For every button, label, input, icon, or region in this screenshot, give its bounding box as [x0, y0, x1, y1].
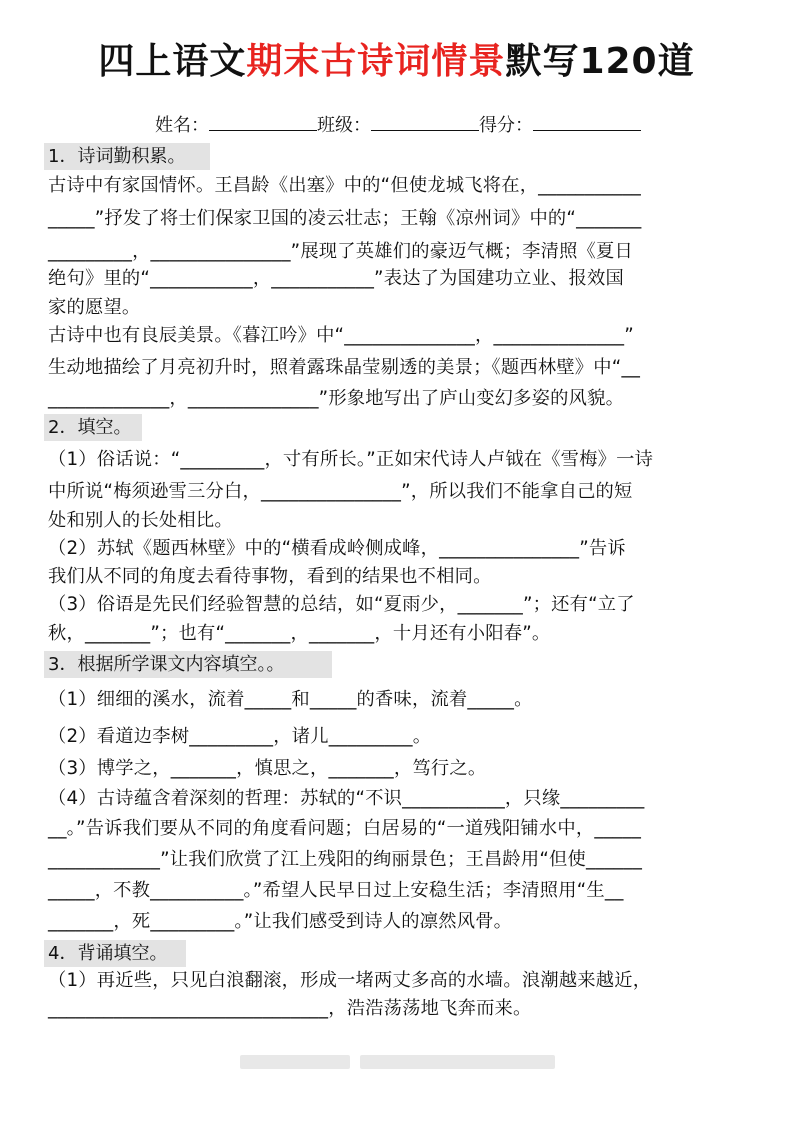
title-part-3: 默写120道: [505, 41, 695, 82]
text-line: （2）看道边李树_________，诸儿_________。: [48, 726, 432, 747]
name-label: 姓名：: [155, 115, 209, 136]
text-line: （1）俗话说：“_________，寸有所长。”正如宋代诗人卢钺在《雪梅》一诗: [48, 449, 654, 470]
text-line: _____________，______________”形象地写出了庐山变幻多姿的风貌。: [48, 388, 625, 409]
page-title: [0, 40, 793, 84]
text-line: ____________”让我们欣赏了江上残阳的绚丽景色；王昌龄用“但使______: [48, 849, 643, 870]
text-line: 生动地描绘了月亮初升时，照着露珠晶莹剔透的美景；《题西林壁》中“__: [48, 357, 641, 378]
section-header-1: 1．诗词勤积累。: [44, 143, 210, 170]
text-line: 绝句》里的“___________，___________”表达了为国建功立业、报效国: [48, 268, 624, 289]
text-line: ______________________________，浩浩荡荡地飞奔而来。: [48, 998, 532, 1019]
section-header-2: 2．填空。: [44, 414, 142, 441]
title-part-1: 四上语文: [98, 41, 247, 82]
text-line: （1）再近些，只见白浪翻滚，形成一堵两丈多高的水墙。浪潮越来越近，: [48, 970, 652, 991]
text-line: _________，_______________”展现了英雄们的豪迈气概；李清照《夏日: [48, 241, 633, 262]
name-blank[interactable]: [209, 110, 317, 131]
student-info-row: [155, 110, 641, 139]
text-line: 家的愿望。: [48, 297, 141, 318]
section-header-3: 3．根据所学课文内容填空。。: [44, 651, 332, 678]
text-line: _______，死_________。”让我们感受到诗人的凛然风骨。: [48, 911, 513, 932]
section-header-4: 4．背诵填空。: [44, 940, 186, 967]
text-line: 秋，_______”；也有“_______，_______，十月还有小阳春”。: [48, 623, 551, 644]
blurred-footer-text: [240, 1055, 350, 1069]
text-line: _____，不教__________。”希望人民早日过上安稳生活；李清照用“生__: [48, 880, 624, 901]
text-line: 古诗中也有良辰美景。《暮江吟》中“______________，______________”: [48, 325, 634, 346]
text-line: （3）俗语是先民们经验智慧的总结，如“夏雨少，_______”；还有“立了: [48, 594, 635, 615]
text-line: （2）苏轼《题西林壁》中的“横看成岭侧成峰，_______________”告诉: [48, 538, 626, 559]
text-line: _____”抒发了将士们保家卫国的凌云壮志；王翰《凉州词》中的“_______: [48, 208, 642, 229]
text-line: （1）细细的溪水，流着_____和_____的香味，流着_____。: [48, 689, 533, 710]
blurred-footer-text: [360, 1055, 555, 1069]
text-line: 处和别人的长处相比。: [48, 510, 233, 531]
class-blank[interactable]: [371, 110, 479, 131]
text-line: 我们从不同的角度去看待事物，看到的结果也不相同。: [48, 566, 492, 587]
text-line: （4）古诗蕴含着深刻的哲理：苏轼的“不识___________，只缘_________: [48, 788, 645, 809]
text-line: 古诗中有家国情怀。王昌龄《出塞》中的“但使龙城飞将在，___________: [48, 175, 641, 196]
score-label: 得分：: [479, 115, 533, 136]
text-line: （3）博学之，_______，慎思之，_______，笃行之。: [48, 758, 487, 779]
class-label: 班级：: [317, 115, 371, 136]
text-line: __。”告诉我们要从不同的角度看问题；白居易的“一道残阳铺水中，_____: [48, 818, 642, 839]
title-part-2: 期末古诗词情景: [246, 41, 506, 82]
text-line: 中所说“梅须逊雪三分白，_______________”，所以我们不能拿自己的短: [48, 481, 633, 502]
score-blank[interactable]: [533, 110, 641, 131]
